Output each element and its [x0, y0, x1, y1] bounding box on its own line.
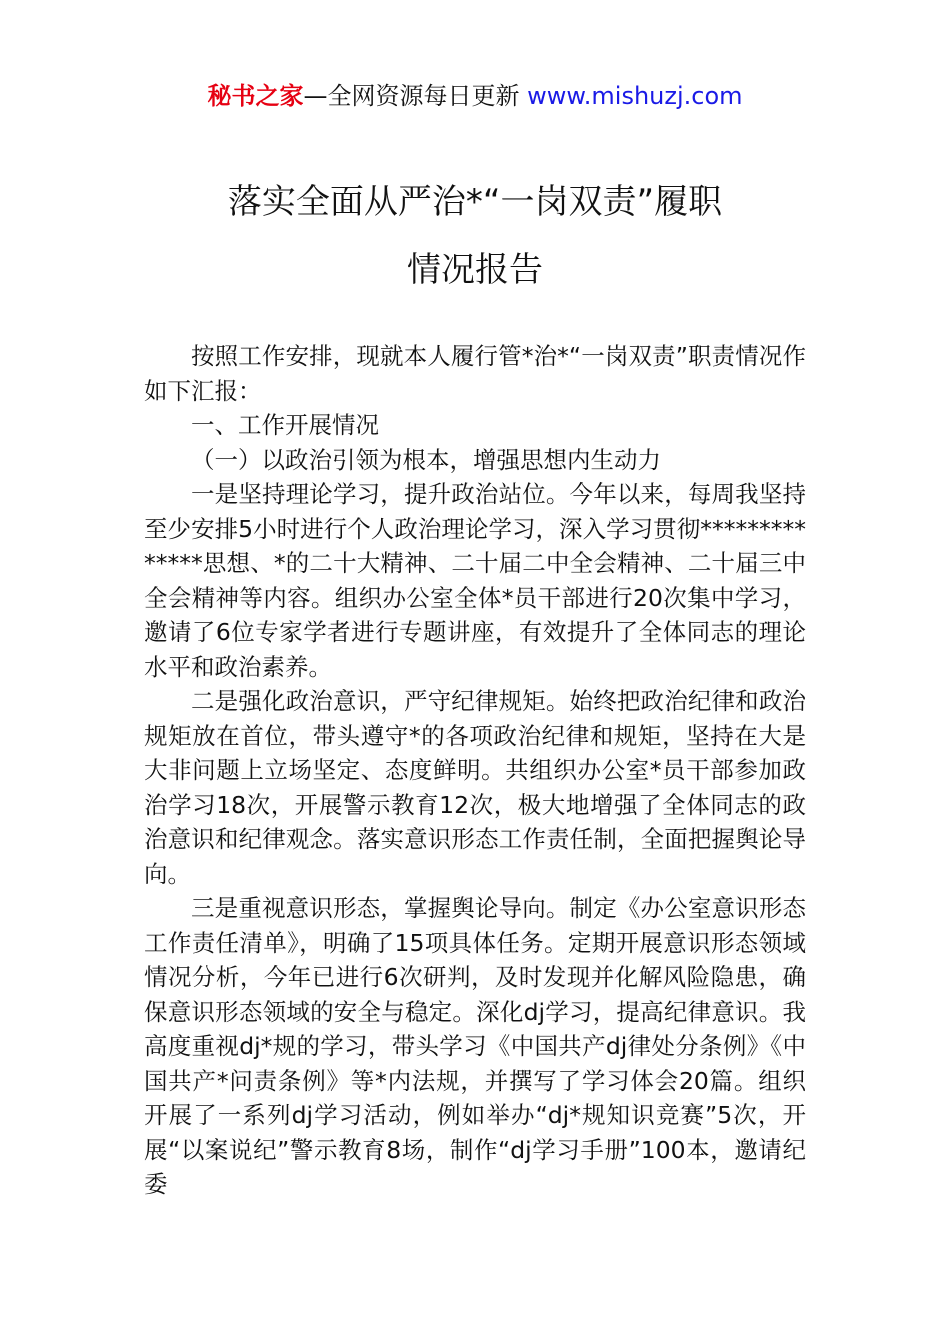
body-paragraph: 三是重视意识形态，掌握舆论导向。制定《办公室意识形态工作责任清单》，明确了15项具体任务。定期开展意识形态领域情况分析，今年已进行6次研判，及时发现并化解风险隐患，确保意识形态领域的安全与稳定。深化dj学习，提高纪律意识。我高度重视dj*规的学习，带头学习《中国共产dj律处分条例》《中国共产*问责条例》等*内法规，并撰写了学习体会20篇。组织开展了一系列dj学习活动，例如举办“dj*规知识竞赛”5次，开展“以案说纪”警示教育8场，制作“dj学习手册”100本，邀请纪委: [144, 894, 806, 1198]
document-title-line-1: 落实全面从严治*“一岗双责”履职: [227, 182, 723, 222]
document-title-line-2: 情况报告: [407, 250, 543, 290]
intro-paragraph: 按照工作安排，现就本人履行管*治*“一岗双责”职责情况作如下汇报：: [144, 342, 806, 405]
body-paragraph: 一是坚持理论学习，提升政治站位。今年以来，每周我坚持至少安排5小时进行个人政治理论学习，深入学习贯彻**************思想、*的二十大精神、二十届二中全会精神、二十届三中全会精神等内容。组织办公室全体*员干部进行20次集中学习，邀请了6位专家学者进行专题讲座，有效提升了全体同志的理论水平和政治素养。: [144, 480, 806, 681]
brand-name: 秘书之家: [207, 82, 304, 110]
header-tagline: —全网资源每日更新: [303, 82, 520, 110]
subsection-heading: （一）以政治引领为根本，增强思想内生动力: [191, 445, 661, 474]
body-paragraph: 二是强化政治意识，严守纪律规矩。始终把政治纪律和政治规矩放在首位，带头遵守*的各项政治纪律和规矩，坚持在大是大非问题上立场坚定、态度鲜明。共组织办公室*员干部参加政治学习18次，开展警示教育12次，极大地增强了全体同志的政治意识和纪律观念。落实意识形态工作责任制，全面把握舆论导向。: [144, 687, 806, 888]
document-body: [144, 339, 806, 1202]
section-heading: 一、工作开展情况: [191, 411, 379, 439]
site-url-link[interactable]: www.mishuzj.com: [527, 82, 743, 110]
site-header: [0, 80, 950, 112]
